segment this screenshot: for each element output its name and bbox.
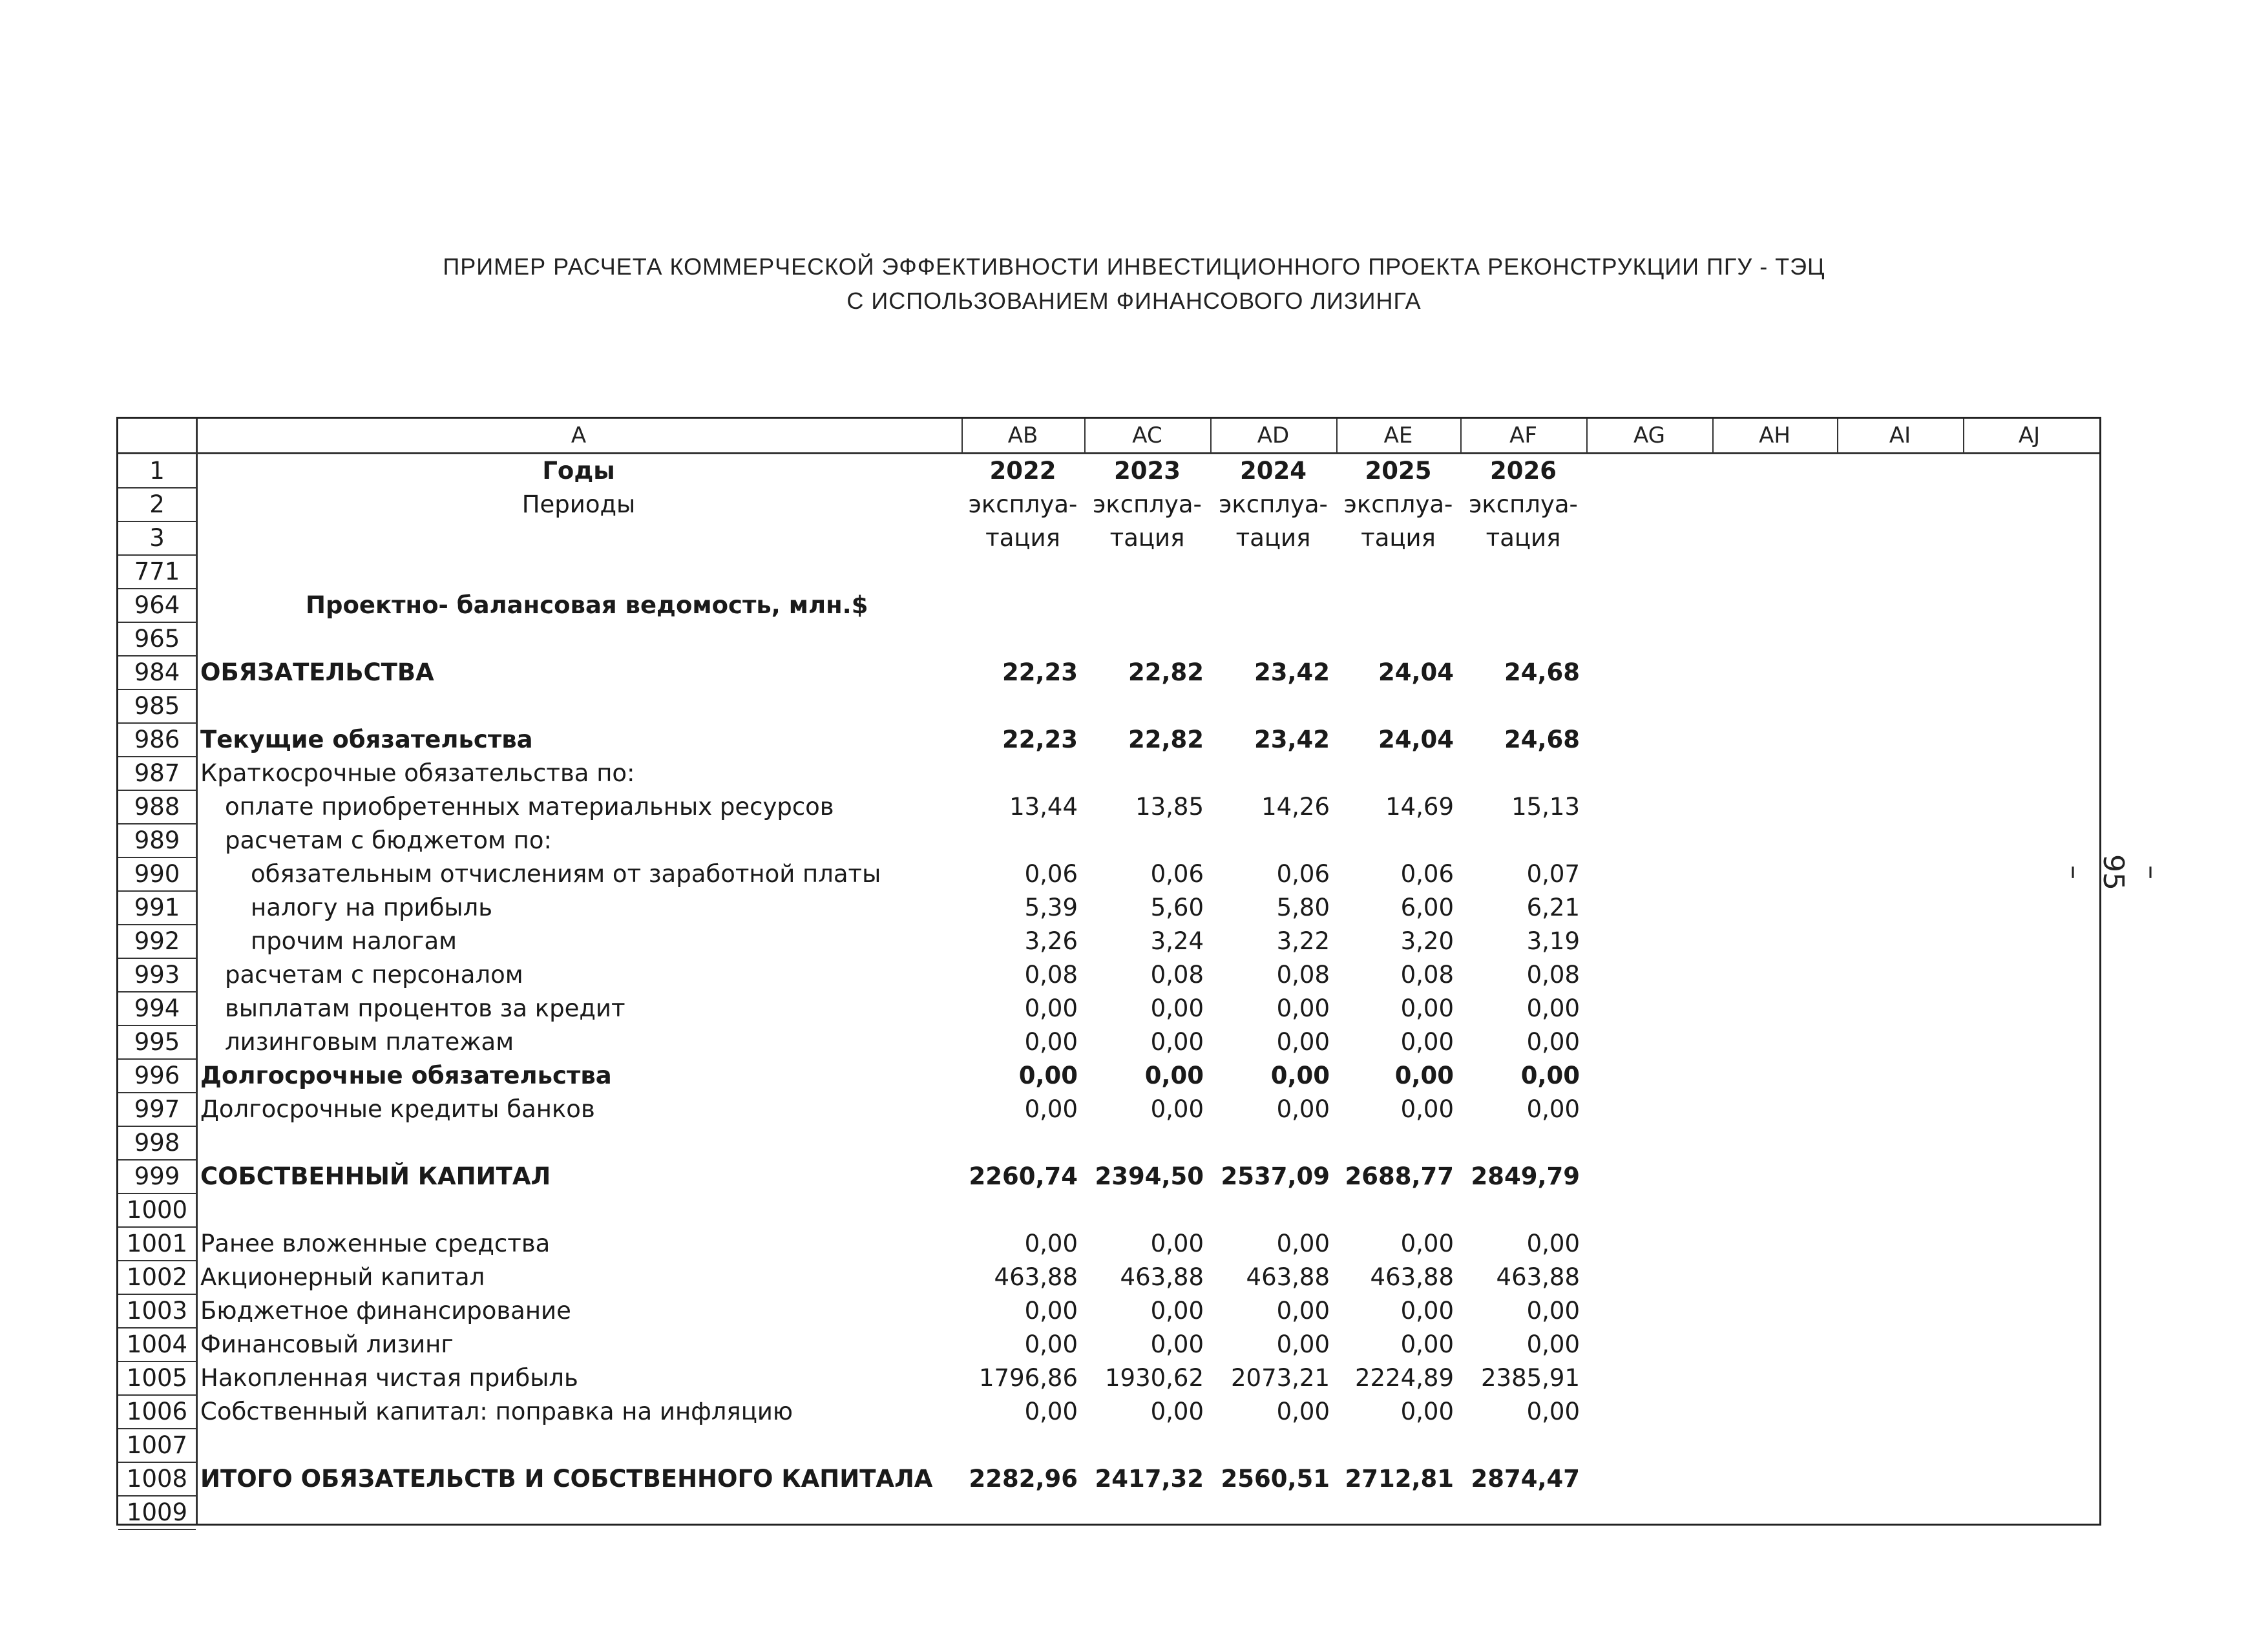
row-number[interactable]: 999 (134, 1162, 180, 1190)
data-cell[interactable]: 0,00 (1520, 1062, 1580, 1089)
data-cell[interactable]: 0,08 (1400, 961, 1454, 989)
row-label[interactable]: Ранее вложенные средства (200, 1230, 551, 1257)
data-cell[interactable]: 463,88 (994, 1263, 1078, 1291)
row-number[interactable]: 964 (134, 591, 180, 619)
data-cell[interactable]: 0,06 (1024, 860, 1078, 888)
data-cell[interactable]: 0,00 (1526, 1330, 1580, 1358)
row-label[interactable]: выплатам процентов за кредит (225, 994, 625, 1022)
row-number[interactable]: 771 (134, 558, 180, 585)
row-label[interactable]: Собственный капитал: поправка на инфляцию (200, 1398, 793, 1425)
data-cell[interactable]: 0,00 (1150, 1297, 1204, 1325)
data-cell[interactable]: 24,04 (1378, 658, 1454, 686)
row-label[interactable]: Долгосрочные кредиты банков (200, 1095, 595, 1123)
row-label[interactable]: расчетам с бюджетом по: (225, 826, 552, 854)
data-cell[interactable]: 463,88 (1246, 1263, 1330, 1291)
data-cell[interactable]: 5,39 (1024, 894, 1078, 921)
row-number[interactable]: 994 (134, 994, 180, 1022)
data-cell[interactable]: тация (1109, 524, 1185, 552)
row-label[interactable]: Текущие обязательства (200, 726, 533, 753)
data-cell[interactable]: 0,00 (1400, 1095, 1454, 1123)
row-number[interactable]: 995 (134, 1028, 180, 1056)
data-cell[interactable]: 0,00 (1276, 1095, 1330, 1123)
data-cell[interactable]: 0,00 (1150, 1398, 1204, 1425)
data-cell[interactable]: эксплуа- (1219, 490, 1328, 518)
row-number[interactable]: 1008 (126, 1465, 188, 1493)
spreadsheet-table (116, 417, 2101, 1526)
data-cell[interactable]: 2260,74 (969, 1162, 1078, 1190)
column-header-divider (1460, 419, 1462, 452)
data-cell[interactable]: 0,00 (1276, 1028, 1330, 1056)
row-number[interactable]: 997 (134, 1095, 180, 1123)
data-cell[interactable]: 463,88 (1120, 1263, 1204, 1291)
row-label[interactable]: Накопленная чистая прибыль (200, 1364, 578, 1392)
row-number[interactable]: 998 (134, 1129, 180, 1157)
column-header-ad[interactable]: AD (1257, 423, 1290, 448)
data-cell[interactable]: 0,00 (1400, 994, 1454, 1022)
row-number[interactable]: 989 (134, 826, 180, 854)
row-number[interactable]: 988 (134, 793, 180, 821)
data-cell[interactable]: 0,06 (1400, 860, 1454, 888)
data-cell[interactable]: 2385,91 (1480, 1364, 1580, 1392)
data-cell[interactable]: тация (1235, 524, 1311, 552)
row-number[interactable]: 985 (134, 692, 180, 720)
data-cell[interactable]: 0,08 (1276, 961, 1330, 989)
data-cell[interactable]: 0,00 (1024, 1230, 1078, 1257)
data-cell[interactable]: 0,00 (1394, 1062, 1454, 1089)
page-number: – 95 – (2058, 854, 2168, 890)
column-header-divider (1837, 419, 1838, 452)
data-cell[interactable]: 0,00 (1276, 1330, 1330, 1358)
column-header-divider (1336, 419, 1338, 452)
data-cell[interactable]: 14,26 (1261, 793, 1330, 821)
column-header-divider (1712, 419, 1714, 452)
column-header-ag[interactable]: AG (1633, 423, 1665, 448)
data-cell[interactable]: 2024 (1240, 457, 1307, 485)
row-number[interactable]: 1006 (126, 1398, 188, 1425)
data-cell[interactable]: 0,07 (1526, 860, 1580, 888)
data-cell[interactable]: 3,24 (1150, 927, 1204, 955)
data-cell[interactable]: 0,00 (1150, 1330, 1204, 1358)
row-label[interactable]: Периоды (521, 490, 636, 518)
row-divider (118, 1529, 196, 1530)
row-label[interactable]: ОБЯЗАТЕЛЬСТВА (200, 658, 434, 686)
data-cell[interactable]: 3,20 (1400, 927, 1454, 955)
data-cell[interactable]: 13,44 (1009, 793, 1078, 821)
data-cell[interactable]: 24,04 (1378, 726, 1454, 753)
data-cell[interactable]: тация (1486, 524, 1561, 552)
row-label[interactable]: Краткосрочные обязательства по: (200, 759, 635, 787)
data-cell[interactable]: 3,19 (1526, 927, 1580, 955)
data-cell[interactable]: 0,00 (1276, 1398, 1330, 1425)
data-cell[interactable]: 1930,62 (1104, 1364, 1204, 1392)
data-cell[interactable]: 22,82 (1128, 658, 1204, 686)
data-cell[interactable]: 0,00 (1024, 1028, 1078, 1056)
column-header-ai[interactable]: AI (1889, 423, 1911, 448)
data-cell[interactable]: 22,23 (1002, 658, 1078, 686)
data-cell[interactable]: 2224,89 (1354, 1364, 1454, 1392)
data-cell[interactable]: 2023 (1114, 457, 1181, 485)
data-cell[interactable]: 23,42 (1254, 658, 1330, 686)
data-cell[interactable]: 2025 (1365, 457, 1432, 485)
row-label[interactable]: лизинговым платежам (225, 1028, 514, 1056)
data-cell[interactable]: 0,00 (1018, 1062, 1078, 1089)
row-label[interactable]: расчетам с персоналом (225, 961, 523, 989)
data-cell[interactable]: 0,08 (1526, 961, 1580, 989)
data-cell[interactable]: 6,21 (1526, 894, 1580, 921)
data-cell[interactable]: 0,08 (1024, 961, 1078, 989)
data-cell[interactable]: 2394,50 (1095, 1162, 1204, 1190)
data-cell[interactable]: 0,00 (1144, 1062, 1204, 1089)
row-label[interactable]: Долгосрочные обязательства (200, 1062, 612, 1089)
data-cell[interactable]: 0,00 (1276, 994, 1330, 1022)
row-label[interactable]: Проектно- балансовая ведомость, млн.$ (306, 591, 868, 619)
row-number-divider (196, 419, 198, 1524)
data-cell[interactable]: 2417,32 (1095, 1465, 1204, 1493)
data-cell[interactable]: 3,26 (1024, 927, 1078, 955)
data-cell[interactable]: 0,00 (1024, 1398, 1078, 1425)
row-number[interactable]: 990 (134, 860, 180, 888)
data-cell[interactable]: 0,00 (1276, 1230, 1330, 1257)
row-label[interactable]: ИТОГО ОБЯЗАТЕЛЬСТВ И СОБСТВЕННОГО КАПИТАЛА (200, 1465, 933, 1493)
data-cell[interactable]: 0,08 (1150, 961, 1204, 989)
data-cell[interactable]: 0,00 (1526, 1095, 1580, 1123)
data-cell[interactable]: 3,22 (1276, 927, 1330, 955)
data-cell[interactable]: 5,60 (1150, 894, 1204, 921)
data-cell[interactable]: 2849,79 (1471, 1162, 1580, 1190)
data-cell[interactable]: эксплуа- (1469, 490, 1578, 518)
row-label[interactable]: СОБСТВЕННЫЙ КАПИТАЛ (200, 1162, 551, 1190)
data-cell[interactable]: 0,00 (1400, 1330, 1454, 1358)
data-cell[interactable]: 22,82 (1128, 726, 1204, 753)
data-cell[interactable]: 2282,96 (969, 1465, 1078, 1493)
data-cell[interactable]: 0,00 (1400, 1398, 1454, 1425)
row-number[interactable]: 1001 (126, 1230, 188, 1257)
row-number[interactable]: 965 (134, 625, 180, 653)
data-cell[interactable]: 2022 (989, 457, 1056, 485)
column-header-divider (961, 419, 963, 452)
data-cell[interactable]: 0,06 (1276, 860, 1330, 888)
column-header-a[interactable]: A (571, 423, 587, 448)
column-header-divider (1586, 419, 1588, 452)
data-cell[interactable]: эксплуа- (1093, 490, 1202, 518)
data-cell[interactable]: 2688,77 (1345, 1162, 1454, 1190)
data-cell[interactable]: 0,00 (1024, 994, 1078, 1022)
data-cell[interactable]: 2026 (1490, 457, 1557, 485)
data-cell[interactable]: тация (1361, 524, 1436, 552)
data-cell[interactable]: 5,80 (1276, 894, 1330, 921)
data-cell[interactable]: 0,00 (1526, 1028, 1580, 1056)
data-cell[interactable]: 2560,51 (1221, 1465, 1330, 1493)
data-cell[interactable]: 2537,09 (1221, 1162, 1330, 1190)
row-number[interactable]: 1007 (126, 1431, 188, 1459)
row-label[interactable]: Акционерный капитал (200, 1263, 485, 1291)
row-number[interactable]: 1009 (126, 1498, 188, 1526)
row-number[interactable]: 1002 (126, 1263, 188, 1291)
data-cell[interactable]: 0,00 (1276, 1297, 1330, 1325)
data-cell[interactable]: эксплуа- (1343, 490, 1453, 518)
data-cell[interactable]: 0,00 (1526, 1398, 1580, 1425)
column-header-divider (1963, 419, 1964, 452)
row-number[interactable]: 987 (134, 759, 180, 787)
data-cell[interactable]: 0,00 (1150, 1230, 1204, 1257)
row-number[interactable]: 1004 (126, 1330, 188, 1358)
data-cell[interactable]: 0,00 (1150, 1095, 1204, 1123)
document-title-line-1: ПРИМЕР РАСЧЕТА КОММЕРЧЕСКОЙ ЭФФЕКТИВНОСТИ ИНВЕСТИЦИОННОГО ПРОЕКТА РЕКОНСТРУКЦИИ ПГУ - ТЭЦ (443, 253, 1825, 280)
row-label[interactable]: обязательным отчислениям от заработной платы (251, 860, 881, 888)
data-cell[interactable]: 0,06 (1150, 860, 1204, 888)
row-label[interactable]: Годы (542, 457, 615, 485)
data-cell[interactable]: 14,69 (1385, 793, 1454, 821)
row-number[interactable]: 1003 (126, 1297, 188, 1325)
row-number[interactable]: 1005 (126, 1364, 188, 1392)
row-label[interactable]: оплате приобретенных материальных ресурсов (225, 793, 834, 821)
data-cell[interactable]: 2874,47 (1471, 1465, 1580, 1493)
column-header-ac[interactable]: AC (1132, 423, 1162, 448)
data-cell[interactable]: 463,88 (1370, 1263, 1454, 1291)
column-header-ah[interactable]: AH (1759, 423, 1790, 448)
data-cell[interactable]: 23,42 (1254, 726, 1330, 753)
data-cell[interactable]: 0,00 (1270, 1062, 1330, 1089)
row-number[interactable]: 1000 (126, 1196, 188, 1224)
data-cell[interactable]: тация (985, 524, 1060, 552)
data-cell[interactable]: 0,00 (1526, 994, 1580, 1022)
data-cell[interactable]: 0,00 (1024, 1095, 1078, 1123)
data-cell[interactable]: 0,00 (1024, 1297, 1078, 1325)
data-cell[interactable]: 0,00 (1150, 1028, 1204, 1056)
column-header-ae[interactable]: AE (1383, 423, 1413, 448)
data-cell[interactable]: 6,00 (1400, 894, 1454, 921)
row-number[interactable]: 3 (149, 524, 165, 552)
row-number[interactable]: 992 (134, 927, 180, 955)
column-header-divider (1210, 419, 1212, 452)
data-cell[interactable]: 22,23 (1002, 726, 1078, 753)
data-cell[interactable]: 0,00 (1400, 1230, 1454, 1257)
row-number[interactable]: 984 (134, 658, 180, 686)
row-number[interactable]: 986 (134, 726, 180, 753)
data-cell[interactable]: 1796,86 (978, 1364, 1078, 1392)
data-cell[interactable]: 2712,81 (1345, 1465, 1454, 1493)
row-number[interactable]: 1 (149, 457, 165, 485)
row-number[interactable]: 993 (134, 961, 180, 989)
data-cell[interactable]: 24,68 (1504, 658, 1580, 686)
data-cell[interactable]: 0,00 (1526, 1230, 1580, 1257)
row-number[interactable]: 996 (134, 1062, 180, 1089)
data-cell[interactable]: 0,00 (1400, 1297, 1454, 1325)
column-header-divider (1084, 419, 1086, 452)
data-cell[interactable]: 463,88 (1496, 1263, 1580, 1291)
row-label[interactable]: Бюджетное финансирование (200, 1297, 571, 1325)
data-cell[interactable]: 0,00 (1024, 1330, 1078, 1358)
column-header-ab[interactable]: AB (1007, 423, 1038, 448)
data-cell[interactable]: 0,00 (1526, 1297, 1580, 1325)
data-cell[interactable]: эксплуа- (968, 490, 1078, 518)
column-header-af[interactable]: AF (1509, 423, 1537, 448)
column-header-aj[interactable]: AJ (2018, 423, 2041, 448)
row-label[interactable]: налогу на прибыль (251, 894, 493, 921)
data-cell[interactable]: 2073,21 (1230, 1364, 1330, 1392)
row-number[interactable]: 991 (134, 894, 180, 921)
data-cell[interactable]: 24,68 (1504, 726, 1580, 753)
data-cell[interactable]: 0,00 (1400, 1028, 1454, 1056)
document-title-line-2: С ИСПОЛЬЗОВАНИЕМ ФИНАНСОВОГО ЛИЗИНГА (846, 288, 1422, 314)
row-label[interactable]: прочим налогам (251, 927, 457, 955)
data-cell[interactable]: 0,00 (1150, 994, 1204, 1022)
row-label[interactable]: Финансовый лизинг (200, 1330, 454, 1358)
data-cell[interactable]: 13,85 (1135, 793, 1204, 821)
row-number[interactable]: 2 (149, 490, 165, 518)
data-cell[interactable]: 15,13 (1511, 793, 1580, 821)
